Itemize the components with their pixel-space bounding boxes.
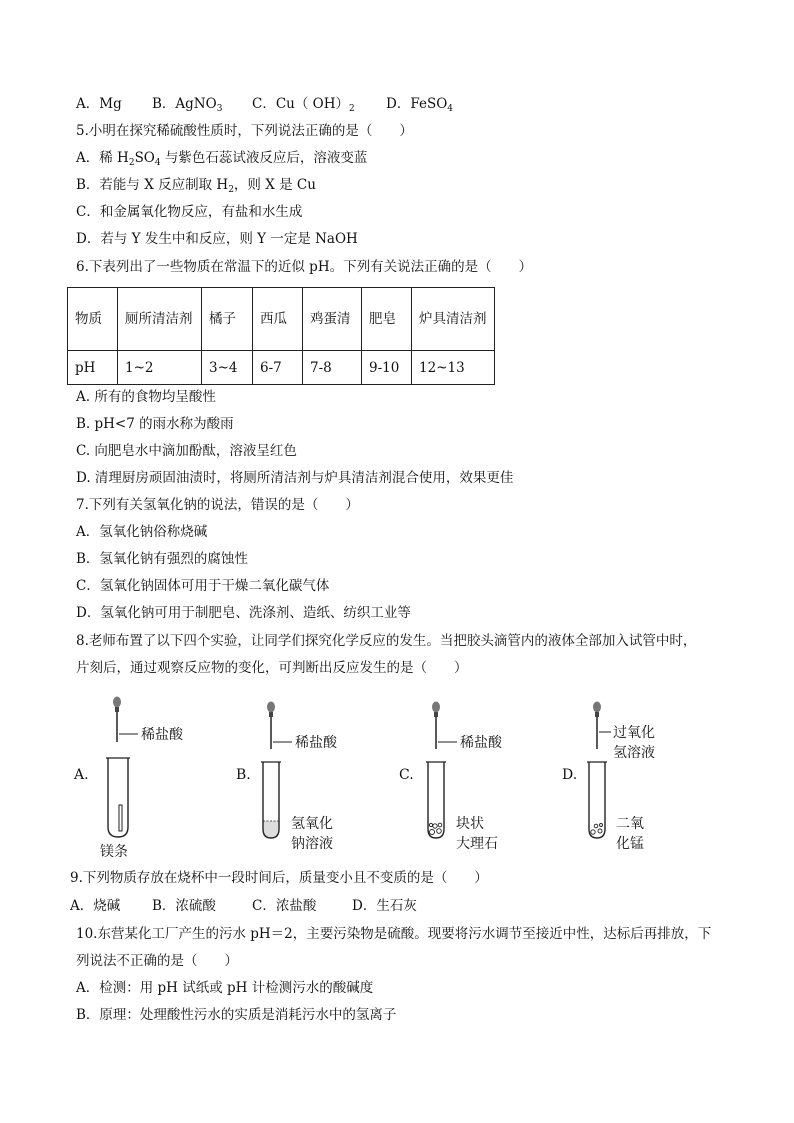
test-tube [589,762,605,838]
q7-option-c: C．氢氧化钠固体可用于干燥二氧化碳气体 [76,578,330,594]
experiment-b [236,702,338,853]
q6-option-b: B. pH<7 的雨水称为酸雨 [76,416,234,432]
dropper-neck [595,712,599,717]
table-cell: 橘子 [202,288,253,351]
table-cell: 12~13 [412,351,495,385]
tube-label: 二氧 [616,816,644,832]
q10-option-a: A．检测：用 pH 试纸或 pH 计检测污水的酸碱度 [76,980,374,996]
dropper-label: 过氧化 [613,725,655,741]
q5-stem: 5.小明在探究稀硫酸性质时，下列说法正确的是（ ） [76,123,413,139]
q7-option-b: B．氢氧化钠有强烈的腐蚀性 [76,551,248,567]
tube-label: 大理石 [456,836,498,852]
table-cell: 鸡蛋清 [303,288,362,351]
dropper-label: 稀盐酸 [295,735,337,751]
test-tube [108,758,128,837]
table-cell: pH [68,351,118,385]
q8-stem-line2: 片刻后，通过观察反应物的变化，可判断出反应发生的是（ ） [76,660,468,676]
dropper-bulb [267,702,275,713]
dropper-bulb [113,697,121,708]
q9-options [70,896,417,916]
q5-option-d: D．若与 Y 发生中和反应，则 Y 一定是 NaOH [76,231,358,247]
option-letter: B. [236,767,251,783]
q9-stem: 9.下列物质存放在烧杯中一段时间后，质量变小且不变质的是（ ） [70,870,488,886]
q9-option-d: D．生石灰 [352,898,417,914]
manganese-dioxide [591,824,603,835]
table-cell: 7-8 [303,351,362,385]
marble-chip [433,824,437,828]
q5-option-c: C．和金属氧化物反应，有盐和水生成 [76,204,303,220]
q5-option-a: A．稀 $H_2SO_4$ 与紫色石蕊试液反应后，溶液变蓝 [76,150,368,168]
table-cell: 6-7 [253,351,303,385]
dropper-bulb [432,702,440,713]
q9-option-b: B．浓硫酸 [152,898,216,914]
option-letter: A. [74,767,89,783]
q4-option-d: D．FeSO$_4$ [386,96,453,114]
q4-option-c: C．Cu（ $OH)_2$ [252,96,355,114]
q10-option-b: B．原理：处理酸性污水的实质是消耗污水中的氢离子 [76,1007,397,1023]
ph-table-row [68,351,495,385]
table-cell: 9-10 [362,351,412,385]
marble-chip [438,823,442,827]
q5-option-b: B．若能与 X 反应制取 $H_2$，则 X 是 Cu [76,177,316,195]
marble-chip [429,823,432,826]
option-letter: D. [562,767,578,783]
marble-chip [430,830,435,835]
q10-stem-line1: 10.东营某化工厂产生的污水 pH＝2，主要污染物是硫酸。现要将污水调节至接近中性，达标后再排放，下 [76,926,712,942]
q4-option-a: A．Mg [76,96,122,112]
q6-option-a: A. 所有的食物均呈酸性 [76,389,216,405]
tube-label: 氢氧化 [291,816,333,832]
q6-stem: 6.下表列出了一些物质在常温下的近似 pH。下列有关说法正确的是（ ） [76,259,533,275]
powder-particle [594,824,598,828]
dropper-label: 氢溶液 [613,745,655,761]
table-cell: 炉具清洁剂 [412,288,495,351]
q4-options [76,94,453,114]
experiment-figure [60,692,740,857]
powder-particle [600,824,603,827]
table-cell: 物质 [68,288,118,351]
dropper-neck [434,712,438,717]
table-cell: 西瓜 [253,288,303,351]
q9-option-a: A．烧碱 [70,898,121,914]
q7-stem: 7.下列有关氢氧化钠的说法，错误的是（ ） [76,497,359,513]
q9-option-c: C．浓盐酸 [252,898,317,914]
dropper-label: 稀盐酸 [141,727,183,743]
marble-chip [437,829,442,834]
powder-particle [591,830,595,834]
q7-option-d: D．氢氧化钠可用于制肥皂、洗涤剂、造纸、纺织工业等 [76,605,411,621]
experiment-d [562,702,655,853]
q7-option-a: A．氢氧化钠俗称烧碱 [76,524,208,540]
q4-option-b: B．AgNO$_3$ [152,96,223,114]
experiment-c [399,702,503,853]
dropper-neck [115,707,119,712]
experiment-a [73,697,184,858]
dropper-label: 稀盐酸 [460,735,502,751]
option-letter: C. [399,767,414,783]
q6-option-d: D. 清理厨房顽固油渍时，将厕所清洁剂与炉具清洁剂混合使用，效果更佳 [76,470,514,486]
tube-label: 镁条 [100,844,128,857]
table-cell: 1~2 [118,351,202,385]
table-cell: 3~4 [202,351,253,385]
q6-option-c: C. 向肥皂水中滴加酚酞，溶液呈红色 [76,443,297,459]
tube-label: 化锰 [616,836,644,852]
powder-particle [598,829,602,833]
table-cell: 厕所清洁剂 [118,288,202,351]
q8-stem-line1: 8.老师布置了以下四个实验，让同学们探究化学反应的发生。当把胶头滴管内的液体全部加入试管中时， [76,633,697,649]
table-cell: 肥皂 [362,288,412,351]
magnesium-ribbon [119,805,122,831]
ph-table [67,287,495,385]
ph-table-header-row [68,288,495,351]
marble-chips [429,823,441,834]
q10-stem-line2: 列说法不正确的是（ ） [76,953,238,969]
tube-label: 块状 [456,816,484,832]
tube-label: 钠溶液 [291,836,333,852]
dropper-neck [269,712,273,717]
dropper-bulb [593,702,601,713]
